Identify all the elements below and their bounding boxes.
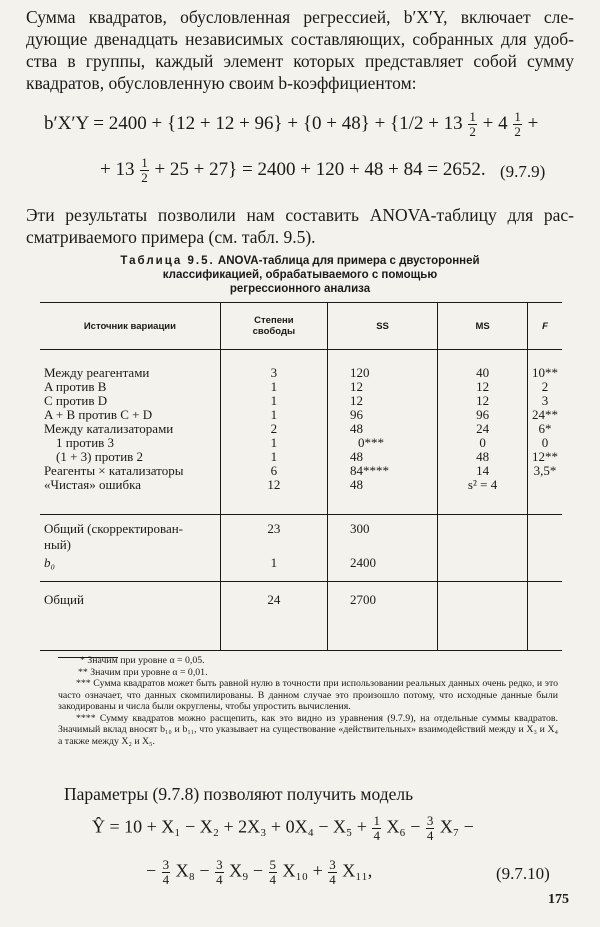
source-cell: b₀ xyxy=(44,555,56,570)
equation-9-7-10-line2 xyxy=(146,858,372,887)
ss-cell: 48 xyxy=(349,477,363,492)
ss-column xyxy=(327,515,437,582)
eq-text: X₉ − xyxy=(229,860,264,881)
equation-9-7-9-line1 xyxy=(44,108,538,140)
ms-cell: 14 xyxy=(476,463,490,478)
source-column xyxy=(40,515,220,582)
f-cell: 6* xyxy=(538,421,552,436)
ss-cell: 48 xyxy=(349,421,363,436)
header-ms: MS xyxy=(438,303,528,350)
fraction: $\frac{3}{4}$ xyxy=(216,857,223,887)
intro-line: квадратов, обусловленную своим b-коэффициентом: xyxy=(26,73,417,93)
fraction: $\frac{1}{2}$ xyxy=(469,109,476,140)
df-cell: 1 xyxy=(270,379,278,394)
table-row xyxy=(40,582,562,651)
ms-empty xyxy=(438,515,528,582)
f-empty xyxy=(528,515,563,582)
intro-line: Сумма квадратов, обусловленная регрессией, b′X′Y, включает сле- xyxy=(26,7,574,27)
table-row xyxy=(40,515,562,582)
source-cell: ный) xyxy=(44,537,71,552)
ss-cell: 84**** xyxy=(349,463,389,478)
fraction: $\frac{3}{4}$ xyxy=(426,813,434,843)
eq-text: + 13 xyxy=(100,158,135,180)
caption-line: классификацией, обрабатываемого с помощью xyxy=(162,269,438,281)
source-cell: Общий (скорректирован- xyxy=(44,521,184,536)
equation-number: (9.7.9) xyxy=(500,162,546,181)
caption-line: регрессионного анализа xyxy=(229,283,371,295)
anova-table xyxy=(40,302,562,651)
df-cell: 1 xyxy=(270,449,278,464)
f-cell: 3,5* xyxy=(533,463,557,478)
source-column xyxy=(40,350,220,515)
fraction: $\frac{3}{4}$ xyxy=(329,857,336,887)
df-cell: 1 xyxy=(270,393,278,408)
ms-column xyxy=(438,350,528,515)
caption-label: Таблица 9.5. xyxy=(120,255,215,267)
caption-title: ANOVA-таблица для примера с двусторонней xyxy=(214,255,480,267)
header-ss: SS xyxy=(327,303,437,350)
eq-text: − xyxy=(146,860,157,881)
f-column xyxy=(528,350,563,515)
intro-paragraph xyxy=(26,6,574,94)
table-header-row xyxy=(40,303,562,350)
df-cell: 1 xyxy=(270,435,278,450)
source-cell: C против D xyxy=(44,393,108,408)
df-column xyxy=(220,515,327,582)
fraction: $\frac{3}{4}$ xyxy=(162,857,170,887)
df-column xyxy=(220,350,327,515)
source-cell: (1 + 3) против 2 xyxy=(56,449,144,464)
equation-number: (9.7.10) xyxy=(496,864,550,883)
ms-cell: 96 xyxy=(476,407,490,422)
ss-cell: 12 xyxy=(349,393,363,408)
table-caption xyxy=(40,254,560,296)
model-intro: Параметры (9.7.8) позволяют получить модель xyxy=(64,784,414,804)
source-cell: A + B против C + D xyxy=(44,407,153,422)
eq-text: X₆ − xyxy=(386,816,421,837)
equation-9-7-9-line2 xyxy=(100,156,486,185)
ms-cell: 0 xyxy=(479,435,486,450)
fraction: $\frac{1}{2}$ xyxy=(141,155,148,185)
ss-cell: 2700 xyxy=(327,582,437,651)
df-cell: 6 xyxy=(270,463,278,478)
df-cell: 23 xyxy=(267,521,281,536)
intro-line: дующие двенадцать независимых составляющих, собранных для удоб- xyxy=(26,29,574,49)
source-cell: Общий xyxy=(44,592,84,607)
ss-cell: 12 xyxy=(349,379,363,394)
ss-cell: 96 xyxy=(349,407,363,422)
df-cell xyxy=(225,537,323,553)
mid-paragraph xyxy=(26,204,574,248)
f-cell: 2 xyxy=(541,379,549,394)
footnote: **** Сумму квадратов можно расщепить, как это видно из уравнения (9.7.9), на отдельные суммы квадратов. Значимый вклад вносят b₁₀ и b₁₁, что указывает на существование «действительных» взаимодействий между и X₃ и X₄ а также между X₂ и X₅. xyxy=(58,712,558,747)
eq-text: {1/2 + 13 xyxy=(390,113,463,134)
source-cell: «Чистая» ошибка xyxy=(44,477,141,492)
footnotes xyxy=(58,655,558,747)
ms-cell: 24 xyxy=(476,421,490,436)
source-cell: Реагенты × катализаторы xyxy=(44,463,184,478)
header-df: Степени свободы xyxy=(220,303,327,350)
eq-text: + xyxy=(527,113,539,134)
ss-cell: 0*** xyxy=(357,435,384,450)
source-cell: Между реагентами xyxy=(44,365,150,380)
eq-text: + 4 xyxy=(482,113,508,134)
ms-cell: 12 xyxy=(476,379,490,394)
ms-empty xyxy=(438,582,528,651)
df-cell: 24 xyxy=(220,582,327,651)
df-cell: 2 xyxy=(270,421,278,436)
ms-cell: 40 xyxy=(476,365,490,380)
source-cell: 1 против 3 xyxy=(56,435,115,450)
fraction: $\frac{5}{4}$ xyxy=(269,857,277,887)
ms-cell: s² = 4 xyxy=(467,477,498,492)
eq-text: X₇ − xyxy=(439,816,474,837)
footnote: * Значим при уровне α = 0,05. xyxy=(80,655,205,666)
eq-text: b′X′Y = 2400 + {12 + 12 + 96} + {0 + 48} + xyxy=(44,113,391,134)
eq-text: X₈ − xyxy=(175,860,210,881)
df-cell: 1 xyxy=(270,407,278,422)
ss-cell: 48 xyxy=(349,449,363,464)
mid-line: сматриваемого примера (см. табл. 9.5). xyxy=(26,227,316,247)
eq-text: Ŷ = 10 + X₁ − X₂ + 2X₃ + 0X₄ − X₅ + xyxy=(92,816,367,837)
df-cell: 3 xyxy=(270,365,278,380)
f-cell: 24** xyxy=(532,407,558,422)
ss-cell: 2400 xyxy=(349,555,376,570)
f-cell: 12** xyxy=(532,449,558,464)
ss-cell: 120 xyxy=(349,365,370,380)
df-cell: 12 xyxy=(267,477,281,492)
source-cell: Между катализаторами xyxy=(44,421,174,436)
ss-cell: 300 xyxy=(349,521,370,536)
header-source: Источник вариации xyxy=(40,303,220,350)
ss-cell xyxy=(350,537,433,553)
f-empty xyxy=(528,582,563,651)
mid-line: Эти результаты позволили нам составить ANOVA-таблицу для рас- xyxy=(26,205,574,225)
header-f: F xyxy=(528,303,563,350)
footnote: *** Сумма квадратов может быть равной нулю в точности при использовании реальных данных очень редко, и это часто означает, что данных скомпилированы. В данном случае это произошло потому, что исходные данные были закодированы и числа были округлены, чтобы упростить вычисления. xyxy=(58,678,558,712)
page-number: 175 xyxy=(548,892,569,907)
eq-text: X₁₀ + xyxy=(282,860,323,881)
f-cell: 0 xyxy=(541,435,549,450)
eq-text: + 25 + 27} = 2400 + 120 + 48 + 84 = 2652. xyxy=(154,158,486,180)
ss-column xyxy=(327,350,437,515)
f-cell: 3 xyxy=(541,393,549,408)
intro-line: ства в группы, каждый элемент которых представляет собой сумму xyxy=(26,51,574,71)
ms-cell: 48 xyxy=(476,449,490,464)
df-cell: 1 xyxy=(270,555,278,570)
equation-9-7-10-line1 xyxy=(92,814,474,843)
ms-cell: 12 xyxy=(476,393,490,408)
table-row xyxy=(40,350,562,515)
source-cell: A против B xyxy=(44,379,107,394)
f-cell: 10** xyxy=(532,365,558,380)
fraction: $\frac{1}{4}$ xyxy=(373,813,380,843)
fraction: $\frac{1}{2}$ xyxy=(514,109,521,140)
eq-text: X₁₁, xyxy=(342,860,373,881)
footnote: ** Значим при уровне α = 0,01. xyxy=(78,666,208,678)
